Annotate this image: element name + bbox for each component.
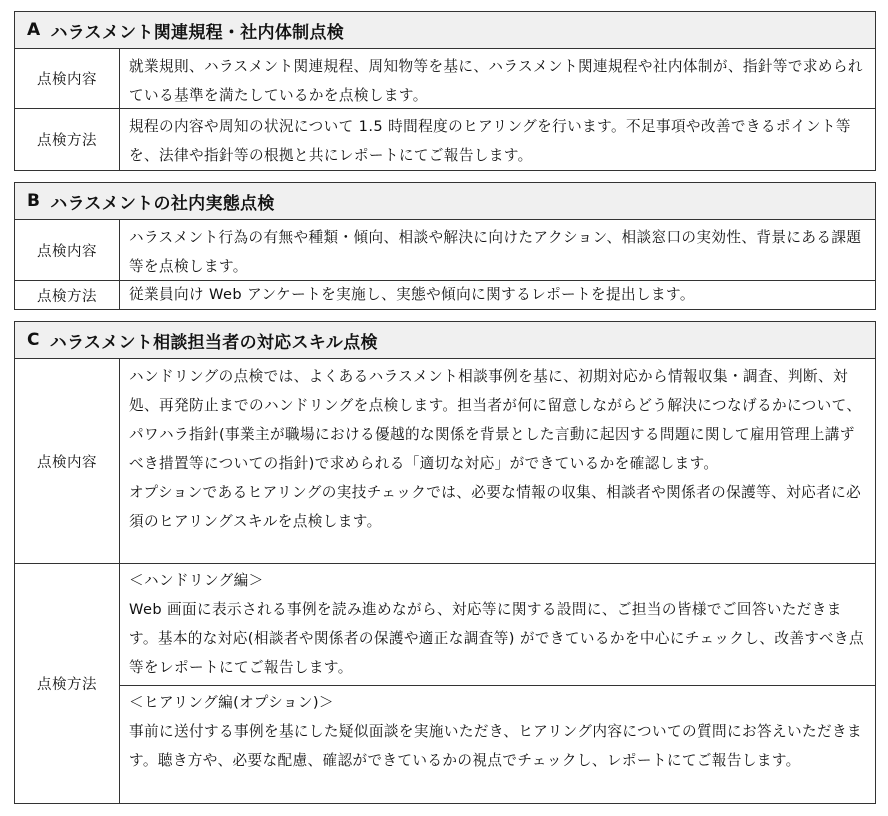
section-c-method-hearing — [120, 686, 875, 803]
section-c — [14, 321, 876, 804]
section-c-row-method — [15, 564, 875, 803]
section-a-header — [15, 12, 875, 49]
section-c-row-content — [15, 359, 875, 564]
section-c-method-hearing-heading: ＜ヒアリング編(オプション)＞ — [129, 694, 334, 711]
section-b-method-label: 点検方法 — [15, 281, 120, 309]
section-a-method-label: 点検方法 — [15, 109, 120, 170]
section-b — [14, 182, 876, 310]
section-c-method-hearing-text: 事前に送付する事例を基にした疑似面談を実施いただき、ヒアリング内容についての質問にお答えいただきます。聴き方や、必要な配慮、確認ができているかの視点でチェックし、レポートにてご報告します。 — [129, 723, 862, 769]
section-b-content-text: ハラスメント行為の有無や種類・傾向、相談や解決に向けたアクション、相談窓口の実効性、背景にある課題等を点検します。 — [129, 229, 862, 275]
section-a-content-label: 点検内容 — [15, 49, 120, 108]
section-b-title: ハラスメントの社内実態点検 — [50, 193, 275, 214]
section-b-row-content — [15, 220, 875, 281]
section-a — [14, 11, 876, 171]
section-b-row-method — [15, 281, 875, 309]
section-b-content-label: 点検内容 — [15, 220, 120, 280]
section-c-method-handling-heading: ＜ハンドリング編＞ — [129, 572, 264, 589]
section-c-method-label: 点検方法 — [15, 564, 120, 803]
section-c-content-paragraph-1: ハンドリングの点検では、よくあるハラスメント相談事例を基に、初期対応から情報収集・調査、判断、対処、再発防止までのハンドリングを点検します。担当者が何に留意しながらどう解決につなげるかについて、パワハラ指針(事業主が職場における優越的な関係を背景とした言動に起因する問題に関して雇用管理上講ずべき措置等についての指針)で求められる「適切な対応」ができているかを確認します。 — [129, 368, 862, 472]
section-c-method-handling — [120, 564, 875, 686]
section-a-method-text: 規程の内容や周知の状況について 1.5 時間程度のヒアリングを行います。不足事項や改善できるポイント等を、法律や指針等の根拠と共にレポートにてご報告します。 — [129, 118, 851, 164]
section-c-method-column — [120, 564, 875, 803]
section-c-content-text — [120, 359, 875, 563]
section-c-method-handling-text: Web 画面に表示される事例を読み進めながら、対応等に関する設問に、ご担当の皆様でご回答いただきます。基本的な対応(相談者や関係者の保護や適正な調査等) ができているかを中心にチェックし、改善すべき点等をレポートにてご報告します。 — [129, 601, 865, 676]
section-c-header — [15, 322, 875, 359]
section-a-row-method — [15, 109, 875, 170]
section-b-method-text: 従業員向け Web アンケートを実施し、実態や傾向に関するレポートを提出します。 — [129, 286, 695, 303]
section-b-letter: B — [27, 191, 41, 211]
section-c-content-label: 点検内容 — [15, 359, 120, 563]
section-c-title: ハラスメント相談担当者の対応スキル点検 — [49, 332, 378, 353]
section-a-letter: A — [27, 20, 41, 40]
section-b-header — [15, 183, 875, 220]
section-a-content-text: 就業規則、ハラスメント関連規程、周知物等を基に、ハラスメント関連規程や社内体制が、指針等で求められている基準を満たしているかを点検します。 — [129, 58, 863, 104]
section-c-letter: C — [27, 330, 40, 350]
section-a-title: ハラスメント関連規程・社内体制点検 — [50, 22, 345, 43]
section-a-row-content — [15, 49, 875, 109]
section-c-content-paragraph-2: オプションであるヒアリングの実技チェックでは、必要な情報の収集、相談者や関係者の保護等、対応者に必須のヒアリングスキルを点検します。 — [129, 484, 862, 530]
